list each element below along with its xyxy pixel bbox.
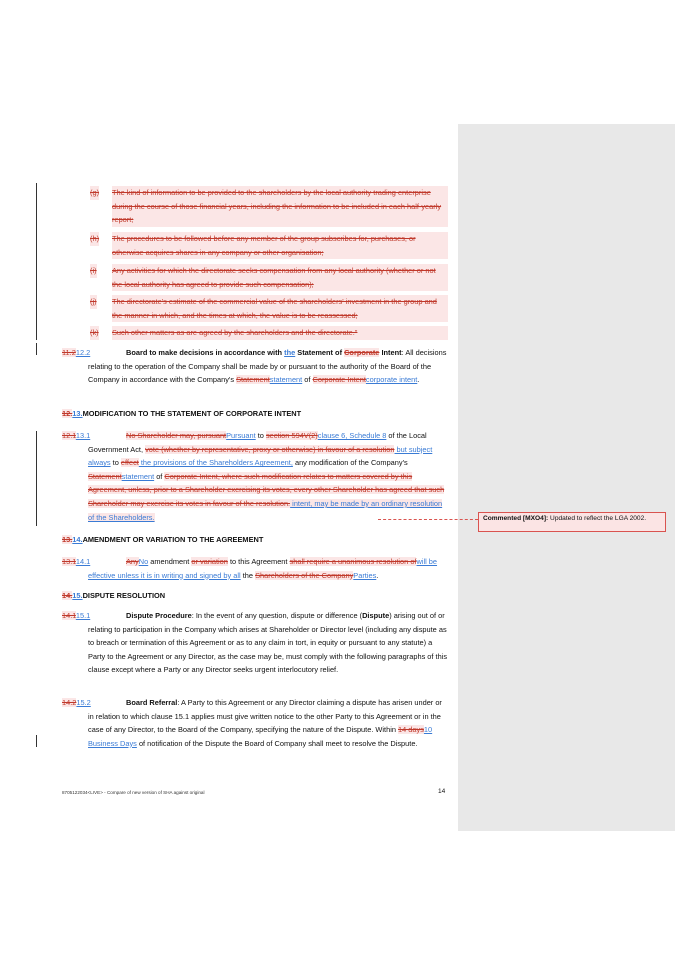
clause-number-deleted: 14.2: [62, 698, 77, 707]
section-number-inserted: 13.: [72, 409, 83, 418]
clause-number-inserted: 15.1: [75, 611, 91, 620]
clause-body: : A Party to this Agreement or any Director claiming a dispute has arisen under or in relation to which clause 15.1 applies must give written notice to the other Party to this Agreement or in the case of any Director, to the Board of the Company, specifying the nature of the Dispute. Within 14 days10 Business Days of notification of the Dispute the Board of Company shall meet to resolve the Dispute.: [88, 698, 442, 748]
list-item-h: [90, 232, 448, 259]
list-text: The kind of information to be provided to the shareholders by the local authority trading enterprise during the course of those financial years, including the information to be included in each half-yearly report;: [112, 186, 448, 227]
clause-15-2: [62, 696, 448, 750]
section-title: MODIFICATION TO THE STATEMENT OF CORPORATE INTENT: [82, 409, 302, 418]
clause-number-inserted: 12.2: [75, 348, 91, 357]
clause-heading: Dispute Procedure: [126, 611, 192, 620]
clause-number-deleted: 14.1: [62, 611, 76, 620]
section-number-inserted: 15.: [72, 591, 83, 600]
list-item-i: [90, 264, 448, 291]
list-text: The procedures to be followed before any member of the group subscribes for, purchases, or otherwise acquires shares in any company or other organisation;: [112, 232, 448, 259]
clause-number-inserted: 14.1: [75, 557, 91, 566]
clause-body: No Shareholder may, pursuantPursuant to section 594V(2)clause 6, Schedule 8 of the Local Government Act, vote (whether by representative, proxy or otherwise) in favour of a resolution but subject always to effect the provisions of the Shareholders Agreement, any modification of the Company's Statementstatement of Corporate Intent, where such modification relates to matters covered by this Agreement, unless, prior to a Shareholder exercising its votes, every other Shareholder has agreed that such Shareholder may exercise its votes in favour of the resolution. intent, may be made by an ordinary resolution of the Shareholders.: [88, 431, 445, 522]
section-title: DISPUTE RESOLUTION: [82, 591, 166, 600]
clause-number-inserted: 13.1: [75, 431, 91, 440]
list-item-g: [90, 186, 448, 227]
comment-balloon[interactable]: [478, 512, 666, 532]
change-bar: [36, 183, 37, 340]
list-item-j: [90, 295, 448, 322]
clause-number-deleted: 13.1: [62, 557, 76, 566]
page-number: 14: [438, 788, 446, 795]
list-label: (h): [90, 232, 99, 246]
section-number-deleted: 13.: [62, 535, 73, 544]
clause-body: All decisions relating to the operation of the Company shall be made by or pursuant to the authority of the Board of the Company in accordance with the Company's Statementstatement of Corporate Intentcorporate intent.: [88, 348, 447, 385]
comment-text: Updated to reflect the LGA 2002.: [548, 515, 647, 522]
section-number-inserted: 14.: [72, 535, 83, 544]
clause-14-1: [62, 555, 448, 582]
section-number-deleted: 14.: [62, 591, 73, 600]
list-text: Such other matters as are agreed by the shareholders and the directorate.": [112, 326, 448, 340]
change-bar: [36, 343, 37, 355]
clause-number-deleted: 12.1: [62, 431, 76, 440]
clause-heading: Board to make decisions in accordance with the Statement of Corporate Intent: [126, 348, 402, 357]
section-number-deleted: 12.: [62, 409, 73, 418]
list-text: Any activities for which the directorate seeks compensation from any local authority (whether or not the local authority has agreed to provide such compensation);: [112, 264, 448, 291]
comment-margin-pane: [458, 124, 675, 831]
clause-number-inserted: 15.2: [76, 698, 91, 707]
section-heading-15: [62, 589, 448, 603]
section-title: AMENDMENT OR VARIATION TO THE AGREEMENT: [82, 535, 264, 544]
clause-12-2: 11.212.2 Board to make decisions in accordance with the Statement of Corporate Intent: All decisions relating to the operation of the Company shall be made by or pursuant to the authority of the Board of the Company in accordance with the Company's Statementstatement of Corporate Intentcorporate intent.: [62, 348, 447, 385]
list-item-k: [90, 326, 448, 340]
footer-doc-id: 8705122034<LIVE> - Compare of new version of SHA against original: [62, 790, 205, 795]
section-heading-14: [62, 533, 448, 547]
clause-number-deleted: 11.2: [62, 348, 76, 357]
list-label: (j): [90, 295, 97, 309]
clause-body: AnyNo amendment or variation to this Agreement shall require a unanimous resolution ofwill be effective unless it is in writing and signed by all the Shareholders of the CompanyParties.: [88, 557, 438, 580]
clause-body: : In the event of any question, dispute or difference (Dispute) arising out of or relating to participation in the Company which arises at Shareholder or Director level (including any dispute as to breach or termination of this Agreement or as to any claim in tort, in equity or pursuant to any statute) a Party to the Agreement or any Director, as the case may be, must comply with the following paragraphs of this clause except where a Party or any Director seeks urgent interlocutory relief.: [88, 611, 448, 675]
change-bar: [36, 735, 37, 747]
list-label: (i): [90, 264, 97, 278]
list-label: (g): [90, 186, 99, 200]
section-heading-13: [62, 407, 448, 421]
change-bar: [36, 431, 37, 526]
clause-13-1: [62, 429, 448, 524]
list-label: (k): [90, 326, 99, 340]
list-text: The directorate's estimate of the commercial value of the shareholders' investment in the group and the manner in which, and the times at which, the value is to be reassessed;: [112, 295, 448, 322]
clause-heading: Board Referral: [126, 698, 178, 707]
comment-author: Commented [MXO4]:: [483, 515, 549, 522]
clause-15-1: [62, 609, 448, 677]
